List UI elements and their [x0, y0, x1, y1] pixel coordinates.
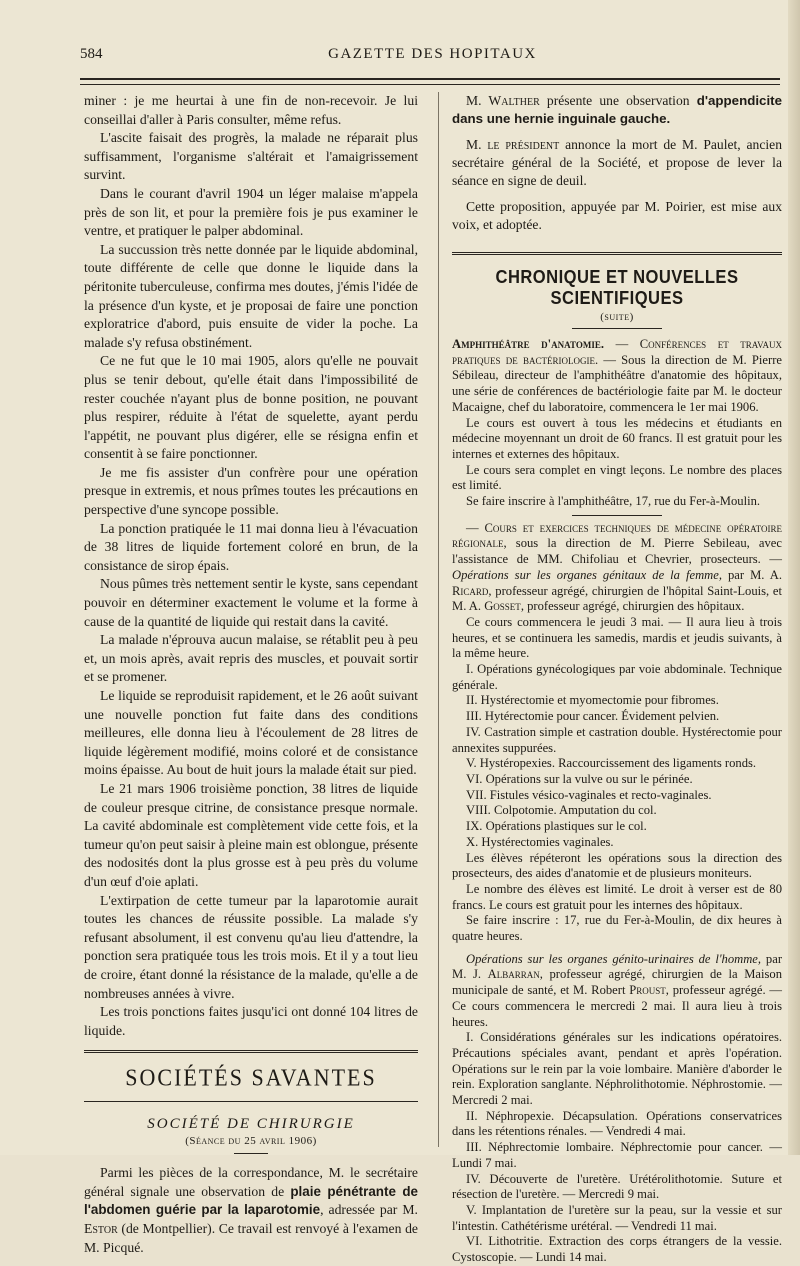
text-run: , professeur agrégé. — Ce cours commencera le mercredi 2 mai. Il aura lieu à trois heures. [452, 983, 782, 1029]
list-item: IX. Opérations plastiques sur le col. [466, 819, 647, 834]
paragraph: Cette proposition, appuyée par M. Poirier, est mise aux voix, et adoptée. [452, 199, 782, 232]
author-name: Estor [84, 1221, 118, 1237]
list-item: VI. Opérations sur la vulve ou sur le périnée. [466, 771, 693, 786]
paragraph: Ce cours commencera le jeudi 3 mai. — Il aura lieu à trois heures, et se continuera les samedis, mardis et jeudis suivants, à la même heure. [452, 614, 782, 661]
president-label: le président [487, 137, 560, 152]
italic-run: Opérations sur les organes génito-urinaires de l'homme, [466, 951, 762, 966]
header-rule [80, 78, 780, 80]
session-date: (Séance du 25 avril 1906) [185, 1135, 317, 1148]
list-item: III. Hytérectomie pour cancer. Évidement pelvien. [466, 709, 720, 724]
list-item: VII. Fistules vésico-vaginales et recto-vaginales. [466, 787, 712, 802]
bold-heading: Amphithéâtre d'anatomie. [452, 337, 604, 351]
text-run: , professeur agrégé, chirurgien de l'hôpital Saint-Louis, et M. A. [452, 583, 782, 614]
society-name: SOCIÉTÉ DE CHIRURGIE [147, 1116, 355, 1133]
list-item: III. Néphrectomie lombaire. Néphrectomie pour cancer. — Lundi 7 mai. [452, 1140, 782, 1170]
text-run: sous la direction de M. Pierre Sebileau, avec l'assistance de MM. Chifoliau et Chevrier, prosecteurs. — [452, 536, 782, 567]
text-run: M. [466, 137, 488, 152]
paragraph: Les trois ponctions faites jusqu'ici ont donné 104 litres de liquide. [84, 1004, 418, 1038]
page-header [80, 46, 785, 68]
left-column [84, 92, 418, 1257]
paragraph: Le 21 mars 1906 troisième ponction, 38 litres de liquide de couleur presque citrine, de consistance presque normale. La cavité abdominale est complètement vide cette fois, et la tumeur qu'on peut saisir à pleine main est oblongue, présente des nodosités dont la plus grosse est à peu près du volume d'un œuf d'oie aplati. [84, 780, 418, 889]
bold-title: plaie pénétrante de l'abdomen guérie par la laparotomie [84, 1183, 419, 1218]
right-column [452, 92, 782, 1266]
paragraph: La ponction pratiquée le 11 mai donna lieu à l'évacuation de 38 litres de liquide fortement coloré en brun, de la consistance de sirop épais. [84, 520, 418, 573]
paragraph: Le cours sera complet en vingt leçons. Le nombre des places est limité. [452, 462, 782, 493]
list-item: IV. Castration simple et castration double. Hystérectomie pour annexites suppurées. [452, 724, 782, 755]
paragraph: miner : je me heurtai à une fin de non-recevoir. Je lui conseillai d'aller à Paris consulter, même refus. [84, 93, 418, 127]
list-item: I. Opérations gynécologiques par voie abdominale. Technique générale. [452, 662, 782, 692]
paragraph: Se faire inscrire : 17, rue du Fer-à-Moulin, de dix heures à quatre heures. [452, 913, 782, 944]
section-title-societes: SOCIÉTÉS SAVANTES [125, 1063, 377, 1092]
text-run: — Sous la direction de M. Pierre Sébileau, directeur de l'amphithéâtre d'anatomie des hôpitaux, une série de conférences de bactériologie faite par M. le docteur Macaigne, chef du laboratoire, commencera le 1er mai 1906. [452, 352, 782, 414]
list-item: X. Hystérectomies vaginales. [466, 834, 614, 849]
page-edge-shadow [788, 0, 800, 1155]
paragraph: Les élèves répéteront les opérations sous la direction des prosecteurs, des aides d'anatomie et de plusieurs moniteurs. [452, 850, 782, 881]
suite-label: (suite) [600, 311, 634, 323]
heading-run: — Conférences et travaux pratiques de bactériologie. [452, 337, 782, 367]
text-run: Parmi les pièces de la correspondance, M. le secrétaire général signale une observation de [84, 1165, 418, 1199]
left-paragraphs [84, 92, 418, 1040]
paragraph: L'ascite faisait des progrès, la malade ne réparait plus suffisamment, l'organisme s'altérait et l'amaigrissement survint. [84, 130, 418, 183]
paragraph: Nous pûmes très nettement sentir le kyste, sans cependant pouvoir en déterminer exactement le volume et la forme à cause de la quantité de liquide qui restait dans la cavité. [84, 576, 418, 629]
author-name: Albarran [487, 967, 540, 982]
list-item: VI. Lithotritie. Extraction des corps étrangers de la vessie. Cystoscopie. — Lundi 14 mai. [452, 1234, 782, 1265]
president-paragraph [452, 136, 782, 190]
walther-paragraph [452, 92, 782, 128]
paragraph: La succussion très nette donnée par le liquide abdominal, toute différente de celle que donne le liquide dans la péritonite tuberculeuse, confirma mes doutes, j'émis l'idée de la présence d'un kyste, et je proposai de faire une ponction exploratrice d'abord, puis ensuite de vider la poche. La malade s'y refusa obstinément. [84, 241, 418, 350]
list-item: IV. Découverte de l'uretère. Urétérolithotomie. Suture et résection de l'uretère. — Mercredi 9 mai. [452, 1171, 782, 1202]
text-run: annonce la mort de M. Paulet, ancien secrétaire général de la Société, et propose de lever la séance en signe de deuil. [452, 137, 782, 188]
list-item: VIII. Colpotomie. Amputation du col. [466, 803, 657, 818]
page-number: 584 [80, 46, 103, 62]
author-name: Proust [629, 983, 666, 998]
italic-run: Opérations sur les organes génitaux de la femme, [452, 567, 722, 582]
text-run: , adressée par M. [320, 1202, 418, 1218]
text-run: , professeur agrégé, chirurgien des hôpitaux. [520, 599, 745, 614]
running-title: GAZETTE DES HOPITAUX [328, 46, 537, 62]
amphitheatre-paragraph [452, 337, 782, 416]
paragraph: Se faire inscrire à l'amphithéâtre, 17, rue du Fer-à-Moulin. [466, 494, 761, 509]
author-name: Gosset [484, 599, 521, 614]
list-item: II. Hystérectomie et myomectomie pour fibromes. [466, 693, 719, 708]
list-item: I. Considérations générales sur les indications opératoires. Précautions spéciales avant, pendant et après l'opération. Opérations sur le rein par la voie lombaire. Manière d'aborder le rein. Exploration sanglante. Néphrolithotomie. Néphrostomie. — Mercredi 2 mai. [452, 1030, 782, 1108]
paragraph: Ce ne fut que le 10 mai 1905, alors qu'elle ne pouvait plus se tenir debout, qu'elle était dans l'impossibilité de rester couchée n'ayant plus de bonne position, ne pouvant plus respirer, réduite à l'état de squelette, ayant perdu l'appétit, ne pouvant plus digérer, elle se résigna enfin et consentit à se faire ponctionner. [84, 353, 418, 462]
text-run: (de Montpellier). Ce travail est renvoyé à l'examen de M. Picqué. [84, 1221, 418, 1255]
bold-title: d'appendicite dans une hernie inguinale gauche. [452, 93, 782, 126]
author-name: Ricard [452, 583, 489, 598]
text-run: par M. J. [452, 951, 783, 982]
column-divider [438, 92, 439, 1147]
text-run: présente une observation [539, 93, 697, 108]
correspondence-paragraph [84, 1164, 418, 1257]
paragraph: La malade n'éprouva aucun malaise, se rétablit peu à peu et, un mois après, avait repris des muscles, et pouvait sortir et se promener. [84, 632, 418, 685]
paragraph: Le nombre des élèves est limité. Le droit à verser est de 80 francs. Le cours est gratuit pour les internes des hôpitaux. [452, 881, 782, 912]
list-item: V. Hystéropexies. Raccourcissement des ligaments ronds. [466, 756, 757, 771]
cours-paragraph [452, 521, 782, 615]
paragraph: Je me fis assister d'un confrère pour une opération presque in extremis, et nous prîmes toutes les précautions en perspective d'une syncope possible. [84, 464, 418, 518]
list-item: II. Néphropexie. Décapsulation. Opérations conservatrices dans les rétentions rénales. — Vendredi 4 mai. [452, 1108, 782, 1139]
list-item: V. Implantation de l'uretère sur la peau, sur la vessie et sur l'intestin. Cathétérisme urétéral. — Vendredi 11 mai. [452, 1202, 782, 1233]
text-run: par M. A. [722, 567, 782, 582]
text-run: , professeur agrégé, chirurgien de la Maison municipale de santé, et M. Robert [452, 967, 782, 998]
heading-run: — Cours et exercices techniques de médecine opératoire régionale, [452, 520, 782, 551]
section-title-chronique: CHRONIQUE ET NOUVELLES SCIENTIFIQUES [495, 267, 739, 308]
urology-paragraph [452, 952, 782, 1031]
paragraph: Le liquide se reproduisit rapidement, et le 26 août suivant une nouvelle ponction fut faite dans des conditions meilleures, elle donna lieu à l'écoulement de 28 litres de liquide légèrement modifié, moins coloré et de consistance moins épaisse. Au bout de huit jours la malade était sur pied. [84, 688, 418, 778]
paragraph: Dans le courant d'avril 1904 un léger malaise m'appela près de son lit, et pour la première fois je pus examiner le ventre, et pratiquer le palper abdominal. [84, 185, 418, 239]
paragraph: Le cours est ouvert à tous les médecins et étudiants en médecine moyennant un droit de 60 francs. Il est gratuit pour les internes et externes des hôpitaux. [452, 415, 782, 461]
paragraph: L'extirpation de cette tumeur par la laparotomie aurait toutes les chances de réussite possible. La malade s'y refusant absolument, il est convenu qu'au lieu d'attendre, la ponction sera pratiquée tous les trois mois. Et il y a tout lieu de croire, étant donné la résistance de la malade, qu'elle a de nombreuses années à vivre. [84, 892, 418, 1001]
author-name: M. Walther [466, 93, 540, 108]
header-rule-thin [80, 84, 780, 85]
